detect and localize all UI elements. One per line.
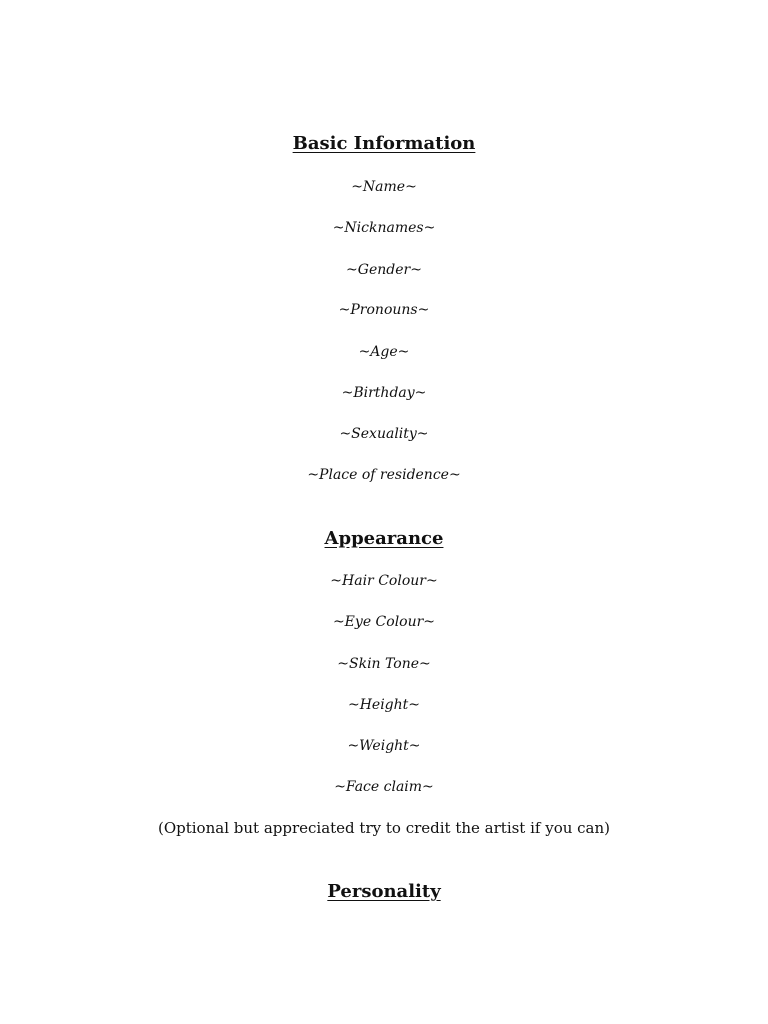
field-birthday: ~Birthday~: [341, 385, 427, 401]
field-weight: ~Weight~: [347, 738, 421, 754]
field-hair-colour: ~Hair Colour~: [330, 573, 438, 589]
field-name: ~Name~: [351, 179, 417, 195]
field-gender: ~Gender~: [346, 262, 422, 278]
field-pronouns: ~Pronouns~: [338, 302, 430, 318]
face-claim-note: (Optional but appreciated try to credit the artist if you can): [157, 819, 611, 837]
basic-information-heading: Basic Information: [292, 133, 476, 154]
field-nicknames: ~Nicknames~: [332, 220, 436, 236]
field-face-claim: ~Face claim~: [334, 779, 434, 795]
appearance-heading: Appearance: [324, 528, 444, 549]
field-skin-tone: ~Skin Tone~: [337, 656, 431, 672]
field-place-of-residence: ~Place of residence~: [307, 467, 461, 483]
field-eye-colour: ~Eye Colour~: [332, 614, 436, 630]
field-sexuality: ~Sexuality~: [339, 426, 429, 442]
field-height: ~Height~: [347, 697, 421, 713]
personality-heading: Personality: [327, 881, 441, 902]
field-age: ~Age~: [358, 344, 410, 360]
